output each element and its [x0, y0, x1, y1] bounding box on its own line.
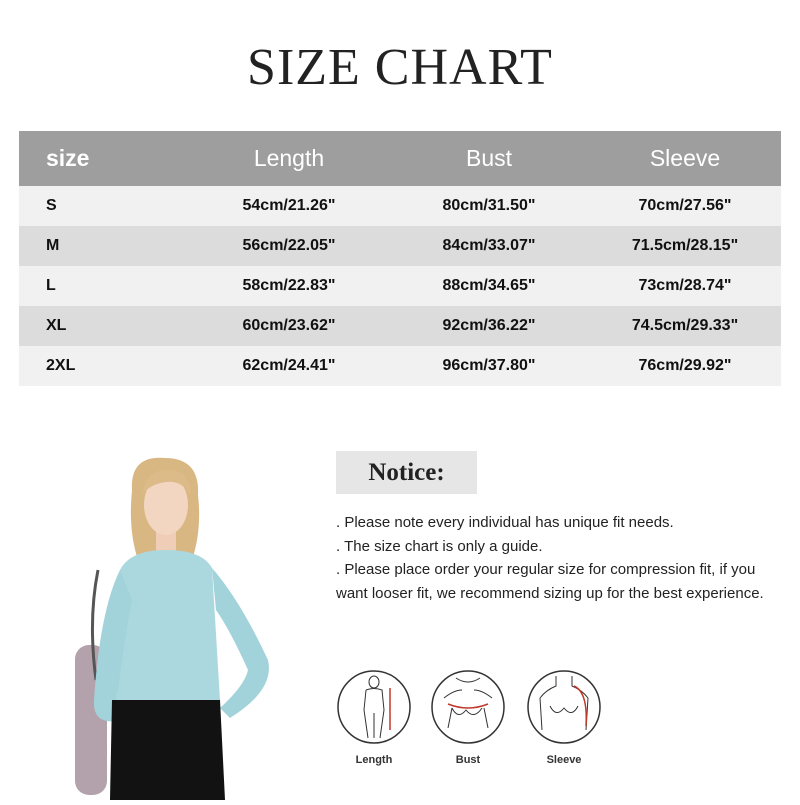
table-row: [19, 266, 781, 306]
header-bust: Bust: [465, 145, 513, 171]
model-photo: [70, 450, 290, 800]
measure-label: Length: [355, 754, 393, 766]
page-title: SIZE CHART: [247, 39, 553, 96]
cell-length: 60cm/23.62": [242, 317, 336, 334]
cell-bust: 92cm/36.22": [442, 317, 536, 334]
length-measure-icon: [336, 668, 412, 746]
notice-heading: Notice:: [336, 451, 477, 494]
table-row: [19, 186, 781, 226]
header-sleeve: Sleeve: [649, 145, 721, 171]
cell-bust: 96cm/37.80": [442, 357, 536, 374]
cell-sleeve: 74.5cm/29.33": [631, 317, 739, 334]
measure-bust: [430, 668, 506, 766]
cell-length: 58cm/22.83": [242, 277, 336, 294]
model-illustration: [70, 450, 290, 800]
measure-label: Bust: [455, 754, 481, 766]
cell-length: 56cm/22.05": [242, 237, 336, 254]
notice-line: . The size chart is only a guide.: [336, 537, 543, 555]
cell-length: 54cm/21.26": [242, 197, 336, 214]
cell-sleeve: 71.5cm/28.15": [631, 237, 739, 254]
table-row: [19, 346, 781, 386]
cell-sleeve: 73cm/28.74": [638, 277, 732, 294]
cell-sleeve: 70cm/27.56": [638, 197, 732, 214]
sleeve-measure-icon: [526, 668, 602, 746]
table-row: [19, 306, 781, 346]
notice-text: [336, 511, 766, 605]
table-header: [19, 131, 781, 186]
cell-size: M: [46, 237, 60, 254]
cell-size: S: [46, 197, 57, 214]
measure-sleeve: [526, 668, 602, 766]
measure-label: Sleeve: [546, 754, 582, 766]
bust-measure-icon: [430, 668, 506, 746]
cell-bust: 80cm/31.50": [442, 197, 536, 214]
cell-bust: 88cm/34.65": [442, 277, 536, 294]
measure-length: [336, 668, 412, 766]
notice-line: . Please note every individual has unique fit needs.: [336, 514, 674, 531]
cell-bust: 84cm/33.07": [442, 237, 536, 254]
header-length: Length: [253, 145, 325, 171]
table-row: [19, 226, 781, 266]
cell-length: 62cm/24.41": [242, 357, 336, 374]
leggings: [110, 700, 225, 800]
shirt-right-arm: [212, 568, 269, 718]
cell-size: XL: [46, 317, 67, 334]
measure-icons: [336, 668, 606, 778]
cell-size: 2XL: [46, 357, 76, 374]
cell-size: L: [46, 277, 56, 294]
shirt-torso: [112, 550, 220, 700]
header-size: size: [46, 145, 90, 171]
cell-sleeve: 76cm/29.92": [638, 357, 732, 374]
notice-line: . Please place order your regular size for compression fit, if you want looser fit, we recommend sizing up for the best experience.: [336, 561, 764, 602]
size-table: [19, 131, 781, 386]
